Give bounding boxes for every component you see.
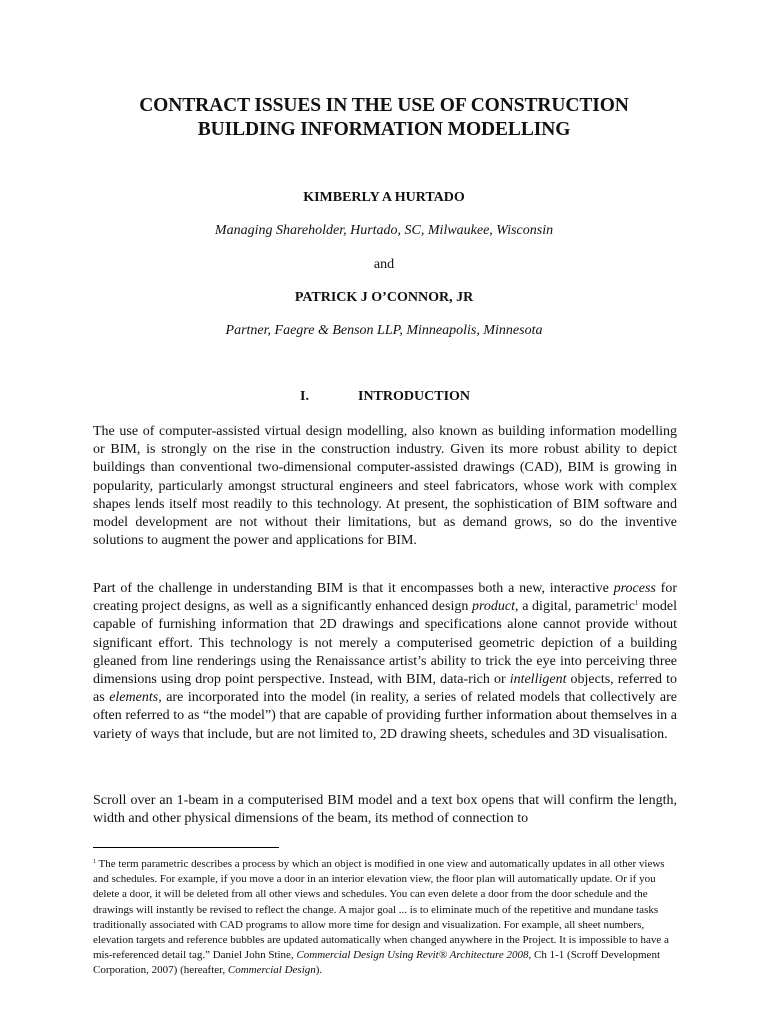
title-line-1: CONTRACT ISSUES IN THE USE OF CONSTRUCTION <box>139 95 629 116</box>
text-run: , a digital, parametric <box>515 599 635 615</box>
author-2-name: PATRICK J O’CONNOR, JR <box>294 290 474 305</box>
text-run: ). <box>315 964 323 977</box>
footnote-divider <box>93 847 279 848</box>
text-run-italic: Commercial Design Using Revit® Architecture 2008 <box>296 949 529 962</box>
text-run-italic: product <box>472 599 516 615</box>
text-run: , Ch 1-1 (Scroff Development Corporation, 2007) (hereafter, <box>93 949 660 977</box>
section-heading <box>300 389 470 405</box>
author-2-affiliation: Partner, Faegre & Benson LLP, Minneapolis, Minnesota <box>225 323 543 338</box>
author-separator: and <box>373 257 395 272</box>
text-run: for creating project designs, as well as a significantly enhanced design <box>93 581 677 615</box>
section-title: INTRODUCTION <box>358 389 471 404</box>
footnote-marker: 1 <box>93 859 96 865</box>
text-run-italic: intelligent <box>509 672 567 688</box>
footnote-1 <box>93 857 677 979</box>
text-run: model capable of furnishing information that 2D drawings and specifications alone cannot provide without significant effort. This technology is not merely a computerised geometric depiction of a building gleaned from line renderings using the Renaissance artist’s ability to trick the eye into perceiving three dimensions using drop point perspective. Instead, with BIM, data-rich or <box>93 599 677 688</box>
text-run: Part of the challenge in understanding BIM is that it encompasses both a new, interactive <box>93 581 614 596</box>
title-line-2: BUILDING INFORMATION MODELLING <box>197 119 571 140</box>
author-1-name: KIMBERLY A HURTADO <box>303 190 465 205</box>
text-run-italic: elements <box>109 690 159 706</box>
text-run: , are incorporated into the model (in reality, a series of related models that collectively are often referred to as “the model”) that are capable of providing further information about themselves in a variety of ways that include, but are not limited to, 2D drawing sheets, schedules and 3D visualisation. <box>93 690 677 742</box>
text-run: The term parametric describes a process by which an object is modified in one view and automatically updates in all other views and schedules. For example, if you move a door in an interior elevation view, the floor plan will automatically update. Or if you delete a door, it will be deleted from all other views and schedules. You can even delete a door from the door schedule and the drawings will instantly be revised to reflect the change. A major goal ... is to eliminate much of the repetitive and mundane tasks traditionally associated with CAD programs to allow more time for design and visualization. For example, all sheet numbers, elevation targets and reference bubbles are updated automatically when changed anywhere in the Project. It is impossible to have a mis-referenced detail tag.” Daniel John Stine, <box>93 858 669 962</box>
footnote-reference[interactable]: 1 <box>634 599 639 608</box>
text-run-italic: Commercial Design <box>227 964 316 977</box>
document-title <box>60 94 708 142</box>
paragraph-1: The use of computer-assisted virtual design modelling, also known as building information modelling or BIM, is strongly on the rise in the construction industry. Given its more robust ability to depict buildings than conventional two-dimensional computer-assisted drawings (CAD), BIM is growing in popularity, particularly amongst structural engineers and steel fabricators, whose work with complex shapes lends itself most readily to this technology. At present, the sophistication of BIM software and model development are not without their limitations, but as demand grows, so do the inventive solutions to augment the power and applications for BIM. <box>93 424 677 549</box>
paragraph-2 <box>93 580 677 744</box>
paragraph-3: Scroll over an 1-beam in a computerised BIM model and a text box opens that will confirm the length, width and other physical dimensions of the beam, its method of connection to <box>93 793 677 827</box>
text-run: objects, referred to as <box>93 672 677 706</box>
section-number: I. <box>300 389 309 404</box>
text-run-italic: process <box>613 581 656 596</box>
author-1-affiliation: Managing Shareholder, Hurtado, SC, Milwaukee, Wisconsin <box>214 223 554 238</box>
